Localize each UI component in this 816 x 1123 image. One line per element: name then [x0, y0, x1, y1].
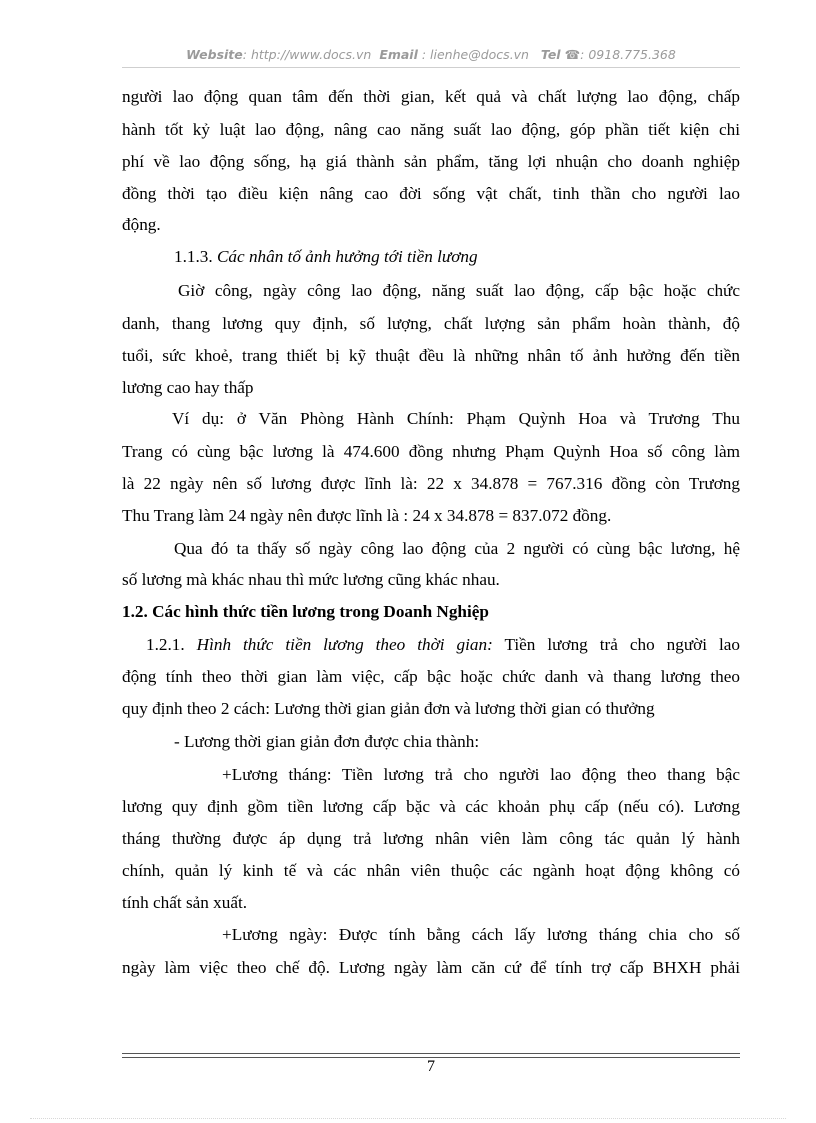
text-line: Thu Trang làm 24 ngày nên được lĩnh là : 24 x 34.878 = 837.072 đồng.: [122, 506, 612, 525]
text-line: tính chất sản xuất.: [122, 893, 248, 912]
section-title: Các nhân tố ảnh hưởng tới tiền lương: [216, 247, 478, 266]
text-line: Tiền lương trả cho người lao: [492, 635, 741, 654]
website-value: : http://www.docs.vn: [242, 47, 372, 62]
email-value: : lienhe@docs.vn: [417, 47, 529, 62]
section-heading-1-2: 1.2. Các hình thức tiền lương trong Doanh Nghiệp: [122, 602, 489, 621]
text-line: tuổi, sức khoẻ, trang thiết bị kỹ thuật đều là những nhân tố ảnh hưởng đến tiền: [122, 346, 740, 365]
tel-label: Tel: [540, 47, 561, 62]
text-line: ngày làm việc theo chế độ. Lương ngày làm căn cứ để tính trợ cấp BHXH phải: [122, 958, 740, 977]
text-line: danh, thang lương quy định, số lượng, chất lượng sản phẩm hoàn thành, độ: [122, 314, 740, 333]
text-line: động tính theo thời gian làm việc, cấp bậc hoặc chức danh và thang lương theo: [122, 667, 740, 686]
text-line: chính, quản lý kinh tế và các nhân viên thuộc các ngành hoạt động không có: [122, 861, 740, 880]
text-line: quy định theo 2 cách: Lương thời gian giản đơn và lương thời gian có thưởng: [122, 699, 655, 718]
section-number: 1.2.1.: [146, 635, 185, 654]
text-line: Giờ công, ngày công lao động, năng suất lao động, cấp bậc hoặc chức: [178, 281, 740, 300]
text-line: hành tốt kỷ luật lao động, nâng cao năng suất lao động, góp phần tiết kiện chi: [122, 120, 740, 139]
list-item: - Lương thời gian giản đơn được chia thành:: [174, 732, 480, 751]
text-line: động.: [122, 215, 161, 234]
section-heading-1-1-3: [174, 246, 740, 268]
page-header: [122, 47, 740, 62]
header-rule: [122, 67, 740, 68]
section-heading-1-2-1: [146, 634, 740, 656]
page-number: 7: [427, 1058, 435, 1075]
tel-value: : 0918.775.368: [580, 47, 676, 62]
text-line: Trang có cùng bậc lương là 474.600 đồng nhưng Phạm Quỳnh Hoa số công làm: [122, 442, 740, 461]
text-line: +Lương tháng: Tiền lương trả cho người lao động theo thang bậc: [222, 765, 740, 784]
text-line: Qua đó ta thấy số ngày công lao động của 2 người có cùng bậc lương, hệ: [174, 539, 740, 558]
email-label: Email: [379, 47, 418, 62]
text-line: phí về lao động sống, hạ giá thành sản phẩm, tăng lợi nhuận cho doanh nghiệp: [122, 152, 740, 171]
text-line: Ví dụ: ở Văn Phòng Hành Chính: Phạm Quỳnh Hoa và Trương Thu: [172, 409, 740, 428]
text-line: đồng thời tạo điều kiện nâng cao đời sống vật chất, tinh thần cho người lao: [122, 184, 740, 203]
text-line: +Lương ngày: Được tính bằng cách lấy lương tháng chia cho số: [222, 925, 740, 944]
text-line: lương quy định gồm tiền lương cấp bặc và các khoản phụ cấp (nếu có). Lương: [122, 797, 740, 816]
text-line: là 22 ngày nên số lương được lĩnh là: 22 x 34.878 = 767.316 đồng còn Trương: [122, 474, 740, 493]
phone-icon: ☎: [564, 47, 581, 62]
section-number: 1.1.3.: [174, 247, 213, 266]
text-line: số lương mà khác nhau thì mức lương cũng khác nhau.: [122, 570, 500, 589]
text-line: tháng thường được áp dụng trả lương nhân viên làm công tác quản lý hành: [122, 829, 740, 848]
section-title: Hình thức tiền lương theo thời gian:: [196, 635, 493, 654]
website-label: Website: [186, 47, 243, 62]
text-line: người lao động quan tâm đến thời gian, kết quả và chất lượng lao động, chấp: [122, 87, 740, 106]
text-line: lương cao hay thấp: [122, 378, 254, 397]
footer-rule: [122, 1053, 740, 1054]
page-edge-divider: [30, 1118, 786, 1119]
